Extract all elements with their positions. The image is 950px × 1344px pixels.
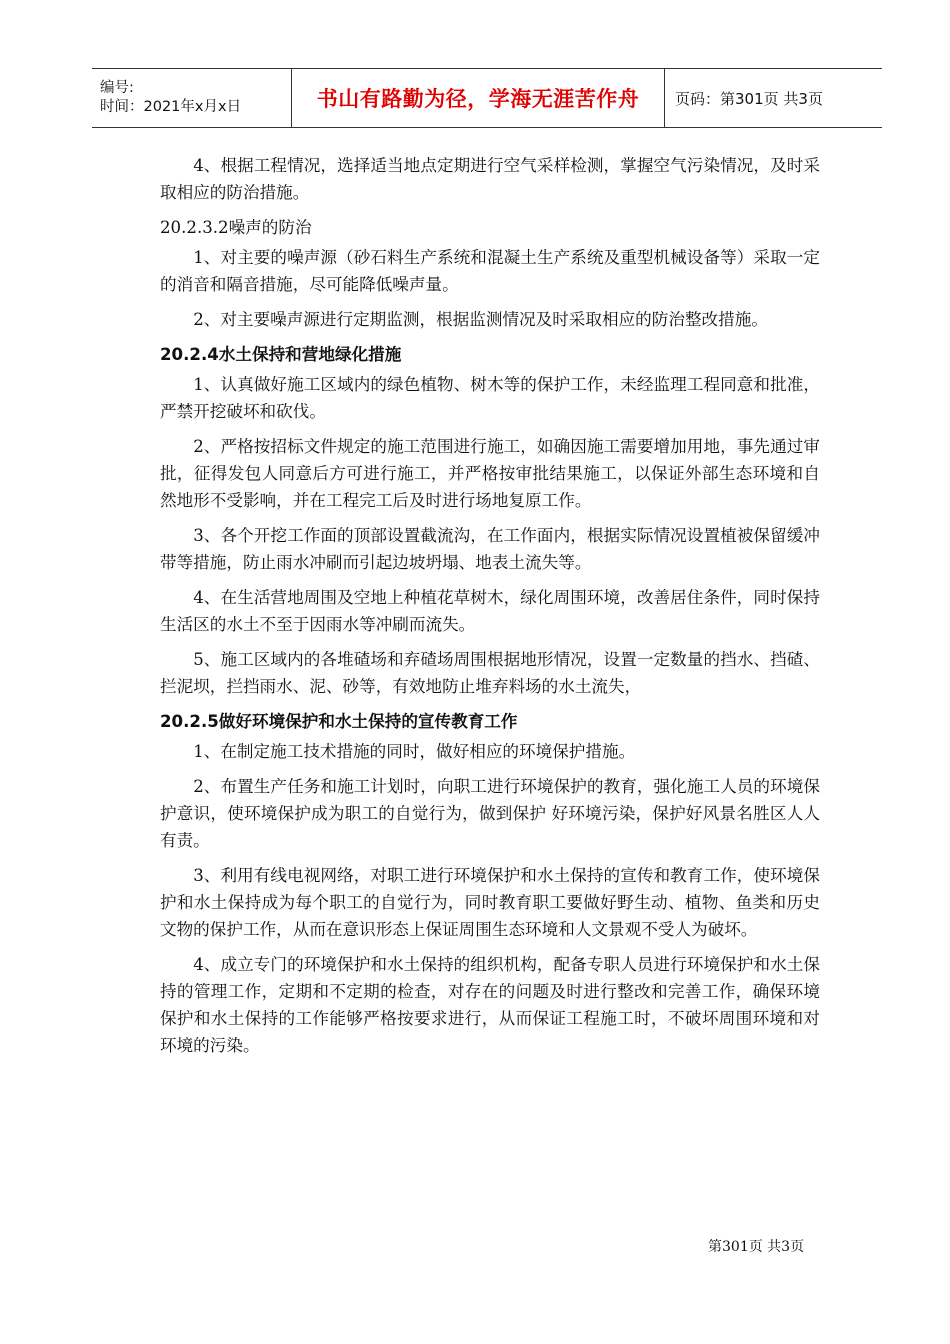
section-heading-noise: 20.2.3.2噪声的防治 <box>160 218 312 237</box>
paragraph-edu-3: 3、利用有线电视网络，对职工进行环境保护和水土保持的宣传和教育工作，使环境保护和水土保持成为每个职工的自觉行为，同时教育职工要做好野生动、植物、鱼类和历史文物的保护工作，从而在意识形态上保证周围生态环境和人文景观不受人为破坏。 <box>160 866 820 939</box>
paragraph-soil-1: 1、认真做好施工区域内的绿色植物、树木等的保护工作，未经监理工程同意和批准，严禁开挖破坏和砍伐。 <box>160 375 820 421</box>
paragraph-noise-2: 2、对主要噪声源进行定期监测，根据监测情况及时采取相应的防治整改措施。 <box>193 310 768 329</box>
header-page-info: 页码：第301页 共3页 <box>675 89 823 108</box>
paragraph-edu-4: 4、成立专门的环境保护和水土保持的组织机构，配备专职人员进行环境保护和水土保持的管理工作，定期和不定期的检查，对存在的问题及时进行整改和完善工作，确保环境保护和水土保持的工作能够严格按要求进行，从而保证工程施工时，不破坏周围环境和对环境的污染。 <box>160 955 820 1055</box>
paragraph-air-4: 4、根据工程情况，选择适当地点定期进行空气采样检测，掌握空气污染情况，及时采取相应的防治措施。 <box>160 156 820 202</box>
header-motto-cell <box>292 69 665 127</box>
document-time: 时间：2021年x月x日 <box>100 99 242 115</box>
section-heading-education: 20.2.5做好环境保护和水土保持的宣传教育工作 <box>160 712 518 731</box>
header-meta <box>92 69 292 127</box>
document-body <box>160 152 820 1067</box>
paragraph-noise-1: 1、对主要的噪声源（砂石料生产系统和混凝土生产系统及重型机械设备等）采取一定的消音和隔音措施，尽可能降低噪声量。 <box>160 248 820 294</box>
paragraph-soil-4: 4、在生活营地周围及空地上种植花草树木，绿化周围环境，改善居住条件，同时保持生活区的水土不至于因雨水等冲刷而流失。 <box>160 588 820 634</box>
paragraph-edu-2: 2、布置生产任务和施工计划时，向职工进行环境保护的教育，强化施工人员的环境保护意识，使环境保护成为职工的自觉行为，做到保护 好环境污染，保护好风景名胜区人人有责。 <box>160 777 820 850</box>
paragraph-edu-1: 1、在制定施工技术措施的同时，做好相应的环境保护措施。 <box>193 742 636 761</box>
header-page-info-cell <box>665 69 882 127</box>
header-motto: 书山有路勤为径，学海无涯苦作舟 <box>316 87 640 111</box>
page-header <box>92 68 882 128</box>
paragraph-soil-5: 5、施工区域内的各堆碴场和弃碴场周围根据地形情况，设置一定数量的挡水、挡碴、拦泥坝，拦挡雨水、泥、砂等，有效地防止堆弃料场的水土流失， <box>160 650 820 696</box>
paragraph-soil-2: 2、严格按招标文件规定的施工范围进行施工，如确因施工需要增加用地，事先通过审批，征得发包人同意后方可进行施工，并严格按审批结果施工，以保证外部生态环境和自然地形不受影响，并在工程完工后及时进行场地复原工作。 <box>160 437 820 510</box>
section-heading-soil: 20.2.4水土保持和营地绿化措施 <box>160 345 402 364</box>
paragraph-soil-3: 3、各个开挖工作面的顶部设置截流沟，在工作面内，根据实际情况设置植被保留缓冲带等措施，防止雨水冲刷而引起边坡坍塌、地表土流失等。 <box>160 526 820 572</box>
page-footer: 第301页 共3页 <box>708 1239 805 1255</box>
document-number-label: 编号: <box>100 80 134 96</box>
